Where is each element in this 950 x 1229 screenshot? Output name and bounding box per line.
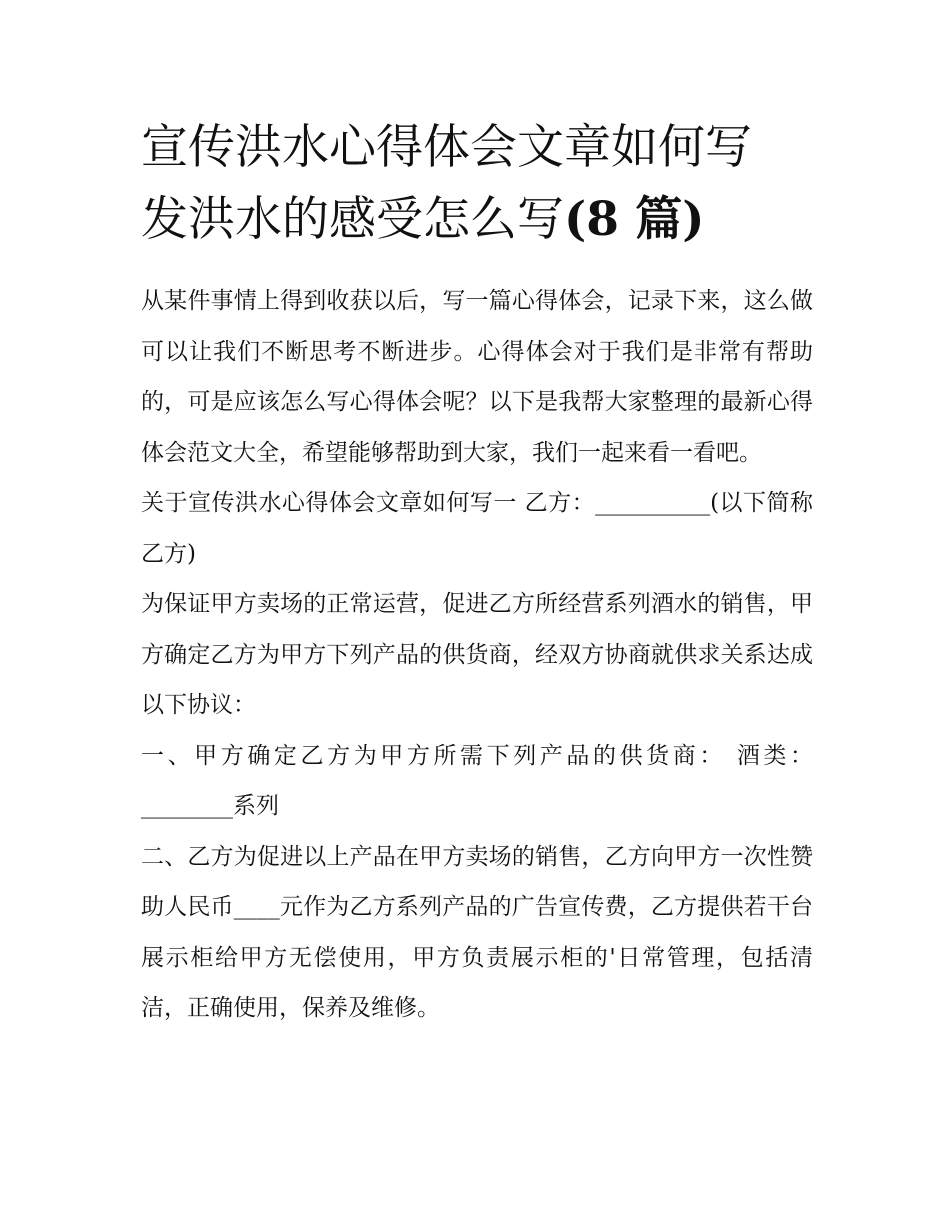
clause-two-paragraph: 二、乙方为促进以上产品在甲方卖场的销售，乙方向甲方一次性赞助人民币____元作为乙方系列产品的广告宣传费，乙方提供若干台展示柜给甲方无偿使用，甲方负责展示柜的'日常管理，包括清洁，正确使用，保养及维修。 — [141, 843, 813, 1021]
document-body — [141, 276, 813, 1034]
document-page — [141, 112, 813, 1034]
title-line-2: 发洪水的感受怎么写 — [141, 192, 564, 247]
title-line-1: 宣传洪水心得体会文章如何写 — [141, 120, 752, 175]
title-count-suffix: (8 篇) — [564, 192, 705, 247]
clause-one-paragraph: 一、甲方确定乙方为甲方所需下列产品的供货商： 酒类：________系列 — [141, 742, 813, 819]
intro-paragraph: 从某件事情上得到收获以后，写一篇心得体会，记录下来，这么做可以让我们不断思考不断进步。心得体会对于我们是非常有帮助的，可是应该怎么写心得体会呢？以下是我帮大家整理的最新心得体会范文大全，希望能够帮助到大家，我们一起来看一看吧。 — [141, 288, 813, 466]
document-title — [141, 112, 813, 256]
section-heading-paragraph: 关于宣传洪水心得体会文章如何写一 乙方：__________(以下简称乙方) — [141, 490, 813, 567]
agreement-purpose-paragraph: 为保证甲方卖场的正常运营，促进乙方所经营系列酒水的销售，甲方确定乙方为甲方下列产品的供货商，经双方协商就供求关系达成以下协议： — [141, 591, 813, 718]
